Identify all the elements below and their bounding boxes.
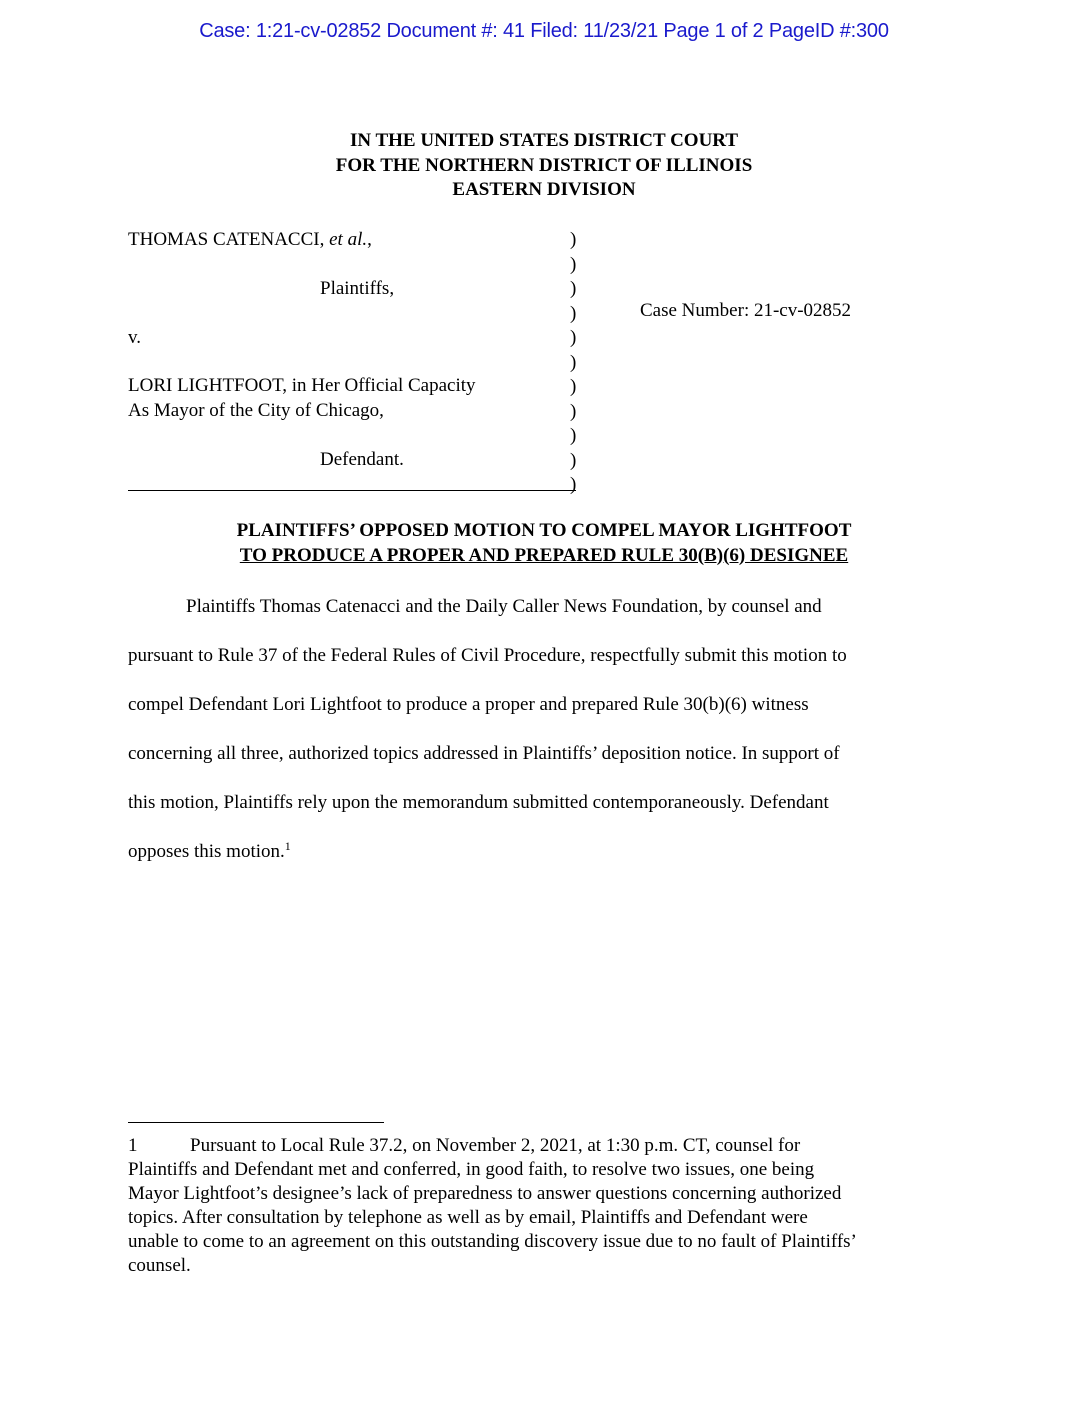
- motion-title-line2: TO PRODUCE A PROPER AND PREPARED RULE 30(B)(6) DESIGNEE: [239, 544, 849, 566]
- motion-title: [0, 519, 1088, 568]
- caption-divider: [128, 490, 576, 491]
- body-line: pursuant to Rule 37 of the Federal Rules of Civil Procedure, respectfully submit this motion to: [128, 645, 847, 666]
- paren: ): [570, 425, 577, 446]
- case-number: Case Number: 21-cv-02852: [640, 300, 852, 321]
- court-heading-line3: EASTERN DIVISION: [452, 179, 636, 200]
- court-heading: [0, 129, 1088, 203]
- footnote-line: counsel.: [128, 1255, 191, 1276]
- footnote-line: unable to come to an agreement on this outstanding discovery issue due to no fault of Plaintiffs’: [128, 1231, 857, 1252]
- footnote-text: Pursuant to Local Rule 37.2, on November 2, 2021, at 1:30 p.m. CT, counsel for: [190, 1135, 801, 1156]
- paren: ): [570, 229, 577, 250]
- paren: ): [570, 474, 577, 495]
- footnote-reference[interactable]: 1: [284, 839, 291, 853]
- paren: ): [570, 253, 577, 275]
- footnote-line: Plaintiffs and Defendant met and conferred, in good faith, to resolve two issues, one being: [128, 1159, 815, 1180]
- paren: ): [570, 302, 577, 324]
- body-line-text: opposes this motion.: [128, 841, 285, 862]
- body-line: this motion, Plaintiffs rely upon the memorandum submitted contemporaneously. Defendant: [128, 792, 829, 813]
- paren: ): [570, 376, 577, 397]
- footnote-line: Mayor Lightfoot’s designee’s lack of preparedness to answer questions concerning authorized: [128, 1183, 842, 1204]
- paren: ): [570, 278, 577, 299]
- versus: v.: [128, 327, 142, 348]
- paren: ): [570, 327, 577, 348]
- body-line-last: [128, 841, 291, 863]
- body-line: concerning all three, authorized topics addressed in Plaintiffs’ deposition notice. In support of: [128, 743, 840, 764]
- plaintiff-name: [128, 228, 372, 252]
- footnote-separator: [128, 1122, 384, 1123]
- body-line: Plaintiffs Thomas Catenacci and the Daily Caller News Foundation, by counsel and: [186, 596, 822, 617]
- et-al-italic: et al.: [329, 229, 368, 250]
- ecf-header-stamp: Case: 1:21-cv-02852 Document #: 41 Filed: 11/23/21 Page 1 of 2 PageID #:300: [199, 20, 889, 42]
- court-heading-line2: FOR THE NORTHERN DISTRICT OF ILLINOIS: [335, 154, 753, 176]
- body-line: compel Defendant Lori Lightfoot to produce a proper and prepared Rule 30(b)(6) witness: [128, 694, 809, 715]
- defendant-role: Defendant.: [320, 449, 404, 470]
- defendant-line2: As Mayor of the City of Chicago,: [128, 400, 384, 421]
- footnote-number: 1: [128, 1135, 138, 1156]
- paren: ): [570, 351, 577, 373]
- plaintiff-name-suffix: ,: [367, 229, 372, 250]
- court-heading-line1: IN THE UNITED STATES DISTRICT COURT: [349, 130, 739, 151]
- defendant-line1: LORI LIGHTFOOT, in Her Official Capacity: [128, 375, 476, 396]
- motion-title-line1: PLAINTIFFS’ OPPOSED MOTION TO COMPEL MAYOR LIGHTFOOT: [236, 520, 852, 541]
- paren: ): [570, 400, 577, 422]
- caption-paren-column: [570, 228, 576, 498]
- plaintiff-name-text: THOMAS CATENACCI,: [128, 229, 330, 250]
- footnote-line: [128, 1134, 800, 1158]
- footnote-line: topics. After consultation by telephone as well as by email, Plaintiffs and Defendant were: [128, 1207, 808, 1228]
- paren: ): [570, 449, 577, 471]
- plaintiff-role: Plaintiffs,: [320, 278, 395, 299]
